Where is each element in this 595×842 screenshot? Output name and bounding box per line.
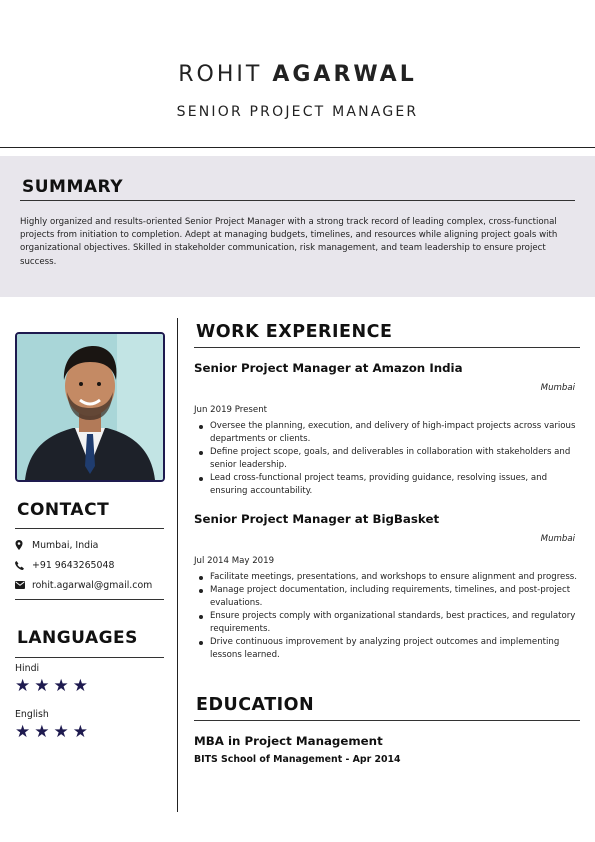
job-dates: Jun 2019 Present (194, 405, 268, 415)
education-divider (194, 720, 580, 721)
list-item: Facilitate meetings, presentations, and workshops to ensure alignment and progress. (194, 571, 580, 584)
contact-divider (15, 528, 164, 529)
first-name: ROHIT (178, 62, 263, 87)
work-experience-divider (194, 347, 580, 348)
last-name: AGARWAL (272, 62, 417, 87)
resume-header (0, 0, 595, 148)
person-portrait-icon (17, 334, 163, 480)
contact-email-text[interactable]: rohit.agarwal@gmail.com (32, 579, 153, 591)
summary-heading: SUMMARY (22, 177, 124, 197)
job-bullet-list (194, 571, 580, 662)
education-degree: MBA in Project Management (194, 734, 383, 748)
contact-phone-text: +91 9643265048 (32, 559, 115, 571)
job-dates: Jul 2014 May 2019 (194, 556, 275, 566)
contact-location (15, 538, 175, 552)
list-item: Define project scope, goals, and deliverables in collaboration with stakeholders and senior leadership. (194, 446, 580, 472)
languages-heading: LANGUAGES (17, 628, 138, 648)
work-experience-heading: WORK EXPERIENCE (196, 322, 393, 342)
column-divider (177, 318, 178, 812)
contact-location-text: Mumbai, India (32, 539, 99, 551)
list-item: Lead cross-functional project teams, providing guidance, resolving issues, and ensuring accountability. (194, 472, 580, 498)
language-rating-hindi: ★★★★ (15, 676, 92, 696)
job-location: Mumbai (540, 534, 575, 544)
list-item: Ensure projects comply with organizational standards, best practices, and regulatory requirements. (194, 610, 580, 636)
language-rating-english: ★★★★ (15, 722, 92, 742)
summary-section (0, 156, 595, 297)
candidate-name (0, 62, 595, 87)
summary-divider (20, 200, 575, 201)
languages-divider (15, 657, 164, 658)
language-name-english: English (15, 709, 49, 720)
language-name-hindi: Hindi (15, 663, 40, 674)
list-item: Drive continuous improvement by analyzing project outcomes and implementing lessons learned. (194, 636, 580, 662)
job-location: Mumbai (540, 383, 575, 393)
contact-heading: CONTACT (17, 500, 110, 520)
education-school: BITS School of Management - Apr 2014 (194, 754, 401, 765)
map-marker-icon (15, 540, 32, 550)
phone-icon (15, 561, 32, 570)
summary-text: Highly organized and results-oriented Senior Project Manager with a strong track record of leading complex, cross-functional projects from initiation to completion. Adept at managing budgets, timelines, and resources while aligning project goals with organizational objectives. Skilled in stakeholder communication, risk management, and team leadership to ensure project success. (20, 217, 558, 267)
contact-phone (15, 558, 175, 572)
profile-photo (15, 332, 165, 482)
header-divider (0, 147, 595, 148)
list-item: Oversee the planning, execution, and delivery of high-impact projects across various departments or clients. (194, 420, 580, 446)
envelope-icon (15, 581, 32, 589)
job-title-subtitle: SENIOR PROJECT MANAGER (176, 104, 419, 120)
contact-email (15, 578, 175, 592)
list-item: Manage project documentation, including requirements, timelines, and post-project evaluations. (194, 584, 580, 610)
job-bullet-list (194, 420, 580, 498)
contact-bottom-divider (15, 599, 164, 600)
job-title: Senior Project Manager at Amazon India (194, 361, 463, 375)
job-title: Senior Project Manager at BigBasket (194, 512, 440, 526)
education-heading: EDUCATION (196, 695, 315, 715)
